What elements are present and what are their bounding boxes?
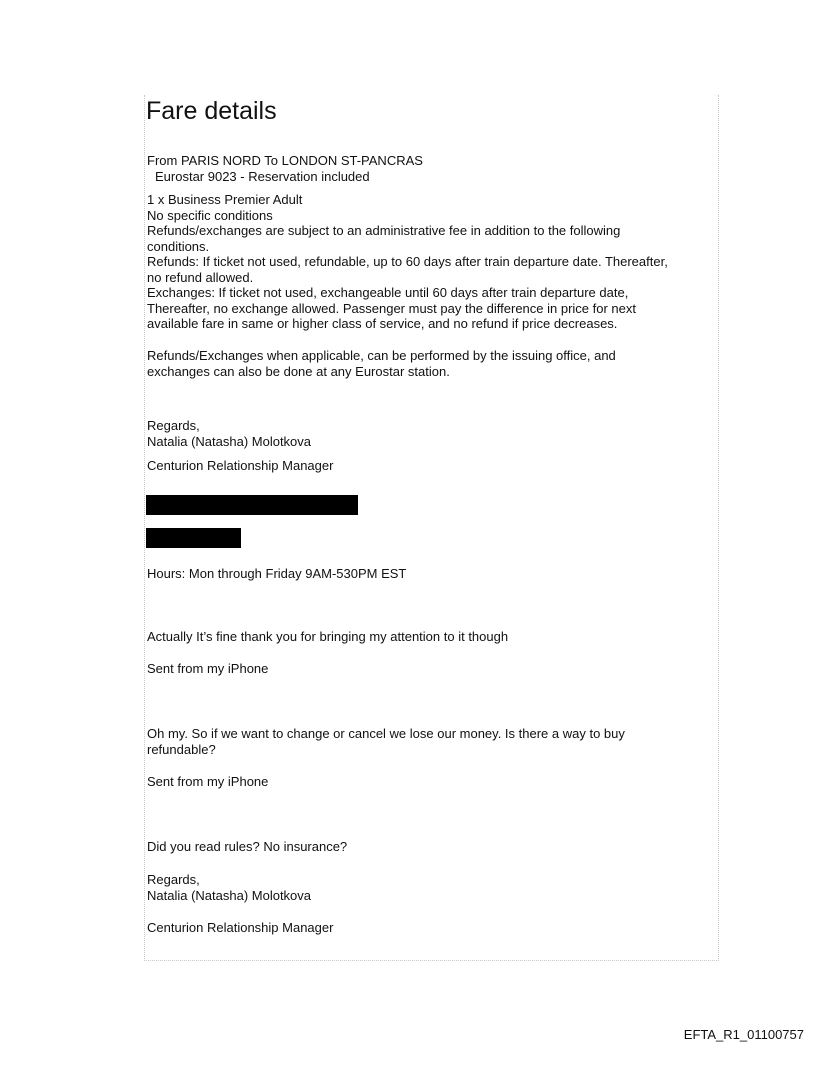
condition-line: no refund allowed. <box>147 269 254 285</box>
hours: Hours: Mon through Friday 9AM-530PM EST <box>147 566 407 581</box>
condition-line: conditions. <box>147 238 210 254</box>
fare-conditions <box>147 192 668 332</box>
refund-location-line: exchanges can also be done at any Eurostar station. <box>147 363 450 379</box>
document-id: EFTA_R1_01100757 <box>683 1027 804 1042</box>
sender-name: Natalia (Natasha) Molotkova <box>147 887 312 903</box>
message-line: refundable? <box>147 741 216 757</box>
regards: Regards, <box>147 418 200 433</box>
redaction-box <box>146 528 241 548</box>
page-title: Fare details <box>146 97 277 125</box>
condition-line: Refunds: If ticket not used, refundable, up to 60 days after train departure date. Thereafter, <box>147 254 668 269</box>
sent-from: Sent from my iPhone <box>147 661 269 676</box>
regards: Regards, <box>147 872 200 887</box>
condition-line: Thereafter, no exchange allowed. Passenger must pay the difference in price for next <box>147 300 636 316</box>
sender-role: Centurion Relationship Manager <box>147 458 334 473</box>
route: From PARIS NORD To LONDON ST-PANCRAS <box>147 153 423 168</box>
message-text: Actually It’s fine thank you for bringing my attention to it though <box>147 629 509 644</box>
message-line: Oh my. So if we want to change or cancel we lose our money. Is there a way to buy <box>147 726 625 741</box>
signature-1 <box>147 418 311 449</box>
signature-2 <box>147 872 311 903</box>
condition-line: Exchanges: If ticket not used, exchangeable until 60 days after train departure date, <box>147 285 629 300</box>
condition-line: 1 x Business Premier Adult <box>147 192 303 207</box>
sender-role: Centurion Relationship Manager <box>147 920 334 935</box>
refund-location <box>147 348 616 379</box>
redaction-box <box>146 495 358 515</box>
condition-line: No specific conditions <box>147 207 273 223</box>
train-info: Eurostar 9023 - Reservation included <box>155 168 370 184</box>
condition-line: available fare in same or higher class of service, and no refund if price decreases. <box>147 316 618 331</box>
sender-name: Natalia (Natasha) Molotkova <box>147 433 312 449</box>
message-text <box>147 726 625 757</box>
message-text: Did you read rules? No insurance? <box>147 839 348 854</box>
route-block <box>147 153 423 184</box>
refund-location-line: Refunds/Exchanges when applicable, can be performed by the issuing office, and <box>147 348 616 363</box>
condition-line: Refunds/exchanges are subject to an administrative fee in addition to the following <box>147 223 621 238</box>
sent-from: Sent from my iPhone <box>147 774 269 789</box>
